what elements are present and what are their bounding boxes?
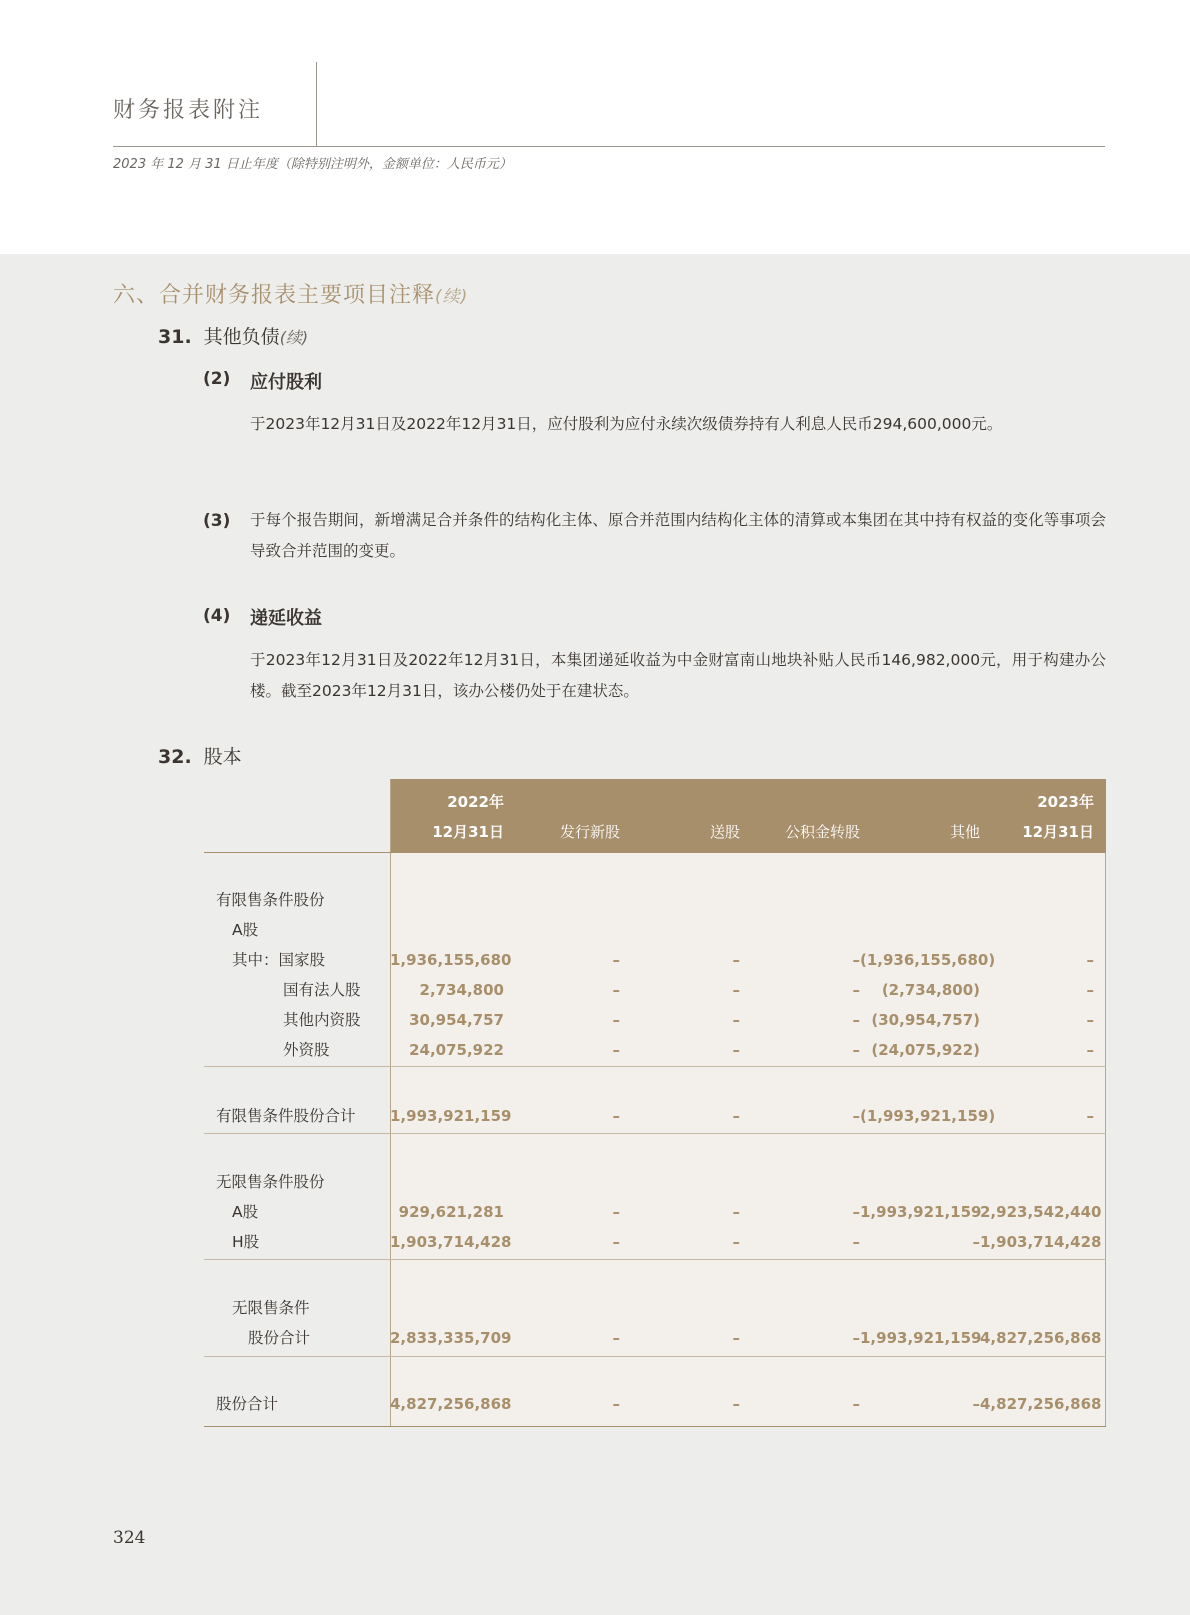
- table-cell: 24,075,922: [409, 1041, 504, 1059]
- table-cell: 1,903,714,428: [390, 1233, 512, 1251]
- table-cell: –: [852, 1395, 860, 1413]
- table-cell: –: [612, 1395, 620, 1413]
- table-cell: 2,734,800: [419, 981, 504, 999]
- document-title: 财务报表附注: [113, 98, 264, 123]
- item-4-text: 于2023年12月31日及2022年12月31日，本集团递延收益为中金财富南山地块补贴人民币146,982,000元，用于构建办公楼。截至2023年12月31日，该办公楼仍处于在建状态。: [250, 651, 1106, 700]
- table-cell: –: [852, 951, 860, 969]
- section-title: 六、合并财务报表主要项目注释: [113, 283, 436, 308]
- row-label: 无限售条件股份: [216, 1173, 325, 1191]
- col-2022-date: 12月31日: [432, 823, 504, 841]
- table-cell: –: [732, 1233, 740, 1251]
- col-new-shares: 发行新股: [559, 823, 620, 841]
- row-label: 国有法人股: [283, 981, 361, 999]
- row-label: 股份合计: [216, 1395, 279, 1413]
- table-cell: –: [732, 1011, 740, 1029]
- table-header-rule: [204, 852, 1106, 853]
- item-3-text: 于每个报告期间，新增满足合并条件的结构化主体、原合并范围内结构化主体的清算或本集团在其中持有权益的变化等事项会导致合并范围的变更。: [250, 511, 1106, 560]
- table-cell: –: [612, 981, 620, 999]
- table-cell: –: [852, 1107, 860, 1125]
- table-cell: –: [732, 1041, 740, 1059]
- table-cell: –: [852, 1329, 860, 1347]
- table-cell: 4,827,256,868: [980, 1329, 1102, 1347]
- note-31-number: 31.: [158, 326, 192, 348]
- table-cell: (30,954,757): [871, 1011, 980, 1029]
- table-cell: –: [1086, 1041, 1094, 1059]
- section-heading: [113, 278, 468, 309]
- note-32-title: 股本: [203, 746, 242, 768]
- table-cell: 1,936,155,680: [390, 951, 512, 969]
- item-4-number: (4): [203, 606, 231, 626]
- col-2022-year: 2022年: [447, 793, 504, 811]
- table-cell: –: [732, 981, 740, 999]
- table-cell: –: [732, 951, 740, 969]
- table-cell: –: [972, 1233, 980, 1251]
- table-cell: 4,827,256,868: [980, 1395, 1102, 1413]
- document-subtitle: 2023 年 12 月 31 日止年度（除特别注明外，金额单位：人民币元）: [113, 157, 512, 172]
- row-label: H股: [232, 1233, 260, 1251]
- table-cell: –: [852, 1203, 860, 1221]
- table-cell: –: [852, 1233, 860, 1251]
- row-label: 其他内资股: [283, 1011, 361, 1029]
- table-cell: –: [852, 981, 860, 999]
- table-cell: 929,621,281: [398, 1203, 504, 1221]
- table-cell: –: [1086, 1107, 1094, 1125]
- title-divider-horizontal: [113, 146, 1105, 147]
- title-divider-vertical: [316, 62, 317, 146]
- page-number: 324: [113, 1528, 146, 1548]
- item-2-title: 应付股利: [250, 372, 322, 393]
- col-bonus-shares: 送股: [709, 823, 740, 841]
- note-31-heading: [158, 322, 308, 349]
- table-cell: 1,903,714,428: [980, 1233, 1102, 1251]
- table-cell: 1,993,921,159: [860, 1203, 982, 1221]
- table-cell: –: [1086, 981, 1094, 999]
- row-label: 股份合计: [248, 1329, 311, 1347]
- table-row-rule: [204, 1259, 1106, 1260]
- table-row-rule: [204, 1356, 1106, 1357]
- row-label: 有限售条件股份: [216, 891, 325, 909]
- table-cell: –: [612, 1107, 620, 1125]
- header-band: [0, 0, 1190, 254]
- table-cell: –: [612, 1041, 620, 1059]
- col-2023-date: 12月31日: [1022, 823, 1094, 841]
- table-cell: –: [732, 1203, 740, 1221]
- table-row-rule: [204, 1066, 1106, 1067]
- table-cell: –: [732, 1329, 740, 1347]
- table-row-rule: [204, 1133, 1106, 1134]
- table-bottom-rule: [204, 1426, 1106, 1427]
- table-cell: –: [612, 1011, 620, 1029]
- row-label: 有限售条件股份合计: [216, 1107, 356, 1125]
- section-continued: (续): [435, 287, 469, 307]
- table-cell: 2,833,335,709: [390, 1329, 512, 1347]
- table-cell: –: [972, 1395, 980, 1413]
- table-cell: (24,075,922): [871, 1041, 980, 1059]
- table-cell: (1,936,155,680): [860, 951, 996, 969]
- table-cell: 4,827,256,868: [390, 1395, 512, 1413]
- table-cell: –: [612, 951, 620, 969]
- table-cell: –: [852, 1011, 860, 1029]
- table-cell: 1,993,921,159: [390, 1107, 512, 1125]
- table-cell: –: [612, 1203, 620, 1221]
- note-32-heading: [158, 742, 242, 769]
- table-cell: (1,993,921,159): [860, 1107, 996, 1125]
- table-cell: –: [852, 1041, 860, 1059]
- item-4-title: 递延收益: [250, 608, 322, 629]
- row-label: 无限售条件: [232, 1299, 310, 1317]
- table-cell: 1,993,921,159: [860, 1329, 982, 1347]
- row-label: 外资股: [283, 1041, 330, 1059]
- col-other: 其他: [949, 823, 980, 841]
- note-32-number: 32.: [158, 746, 192, 768]
- item-3-number: (3): [203, 511, 231, 531]
- col-2023-year: 2023年: [1037, 793, 1094, 811]
- table-cell: 30,954,757: [409, 1011, 504, 1029]
- note-31-title: 其他负债: [203, 326, 280, 348]
- table-cell: –: [612, 1233, 620, 1251]
- table-cell: –: [612, 1329, 620, 1347]
- item-2-text: 于2023年12月31日及2022年12月31日，应付股利为应付永续次级债券持有人利息人民币294,600,000元。: [250, 415, 1003, 433]
- table-cell: –: [732, 1107, 740, 1125]
- table-cell: –: [1086, 1011, 1094, 1029]
- row-label: A股: [232, 1203, 259, 1221]
- item-2-number: (2): [203, 369, 231, 389]
- table-cell: 2,923,542,440: [980, 1203, 1102, 1221]
- row-label: 其中：国家股: [232, 951, 326, 969]
- table-cell: (2,734,800): [881, 981, 980, 999]
- table-cell: –: [732, 1395, 740, 1413]
- note-31-continued: (续): [279, 328, 309, 347]
- row-label: A股: [232, 921, 259, 939]
- col-reserve-conversion: 公积金转股: [784, 823, 860, 841]
- table-cell: –: [1086, 951, 1094, 969]
